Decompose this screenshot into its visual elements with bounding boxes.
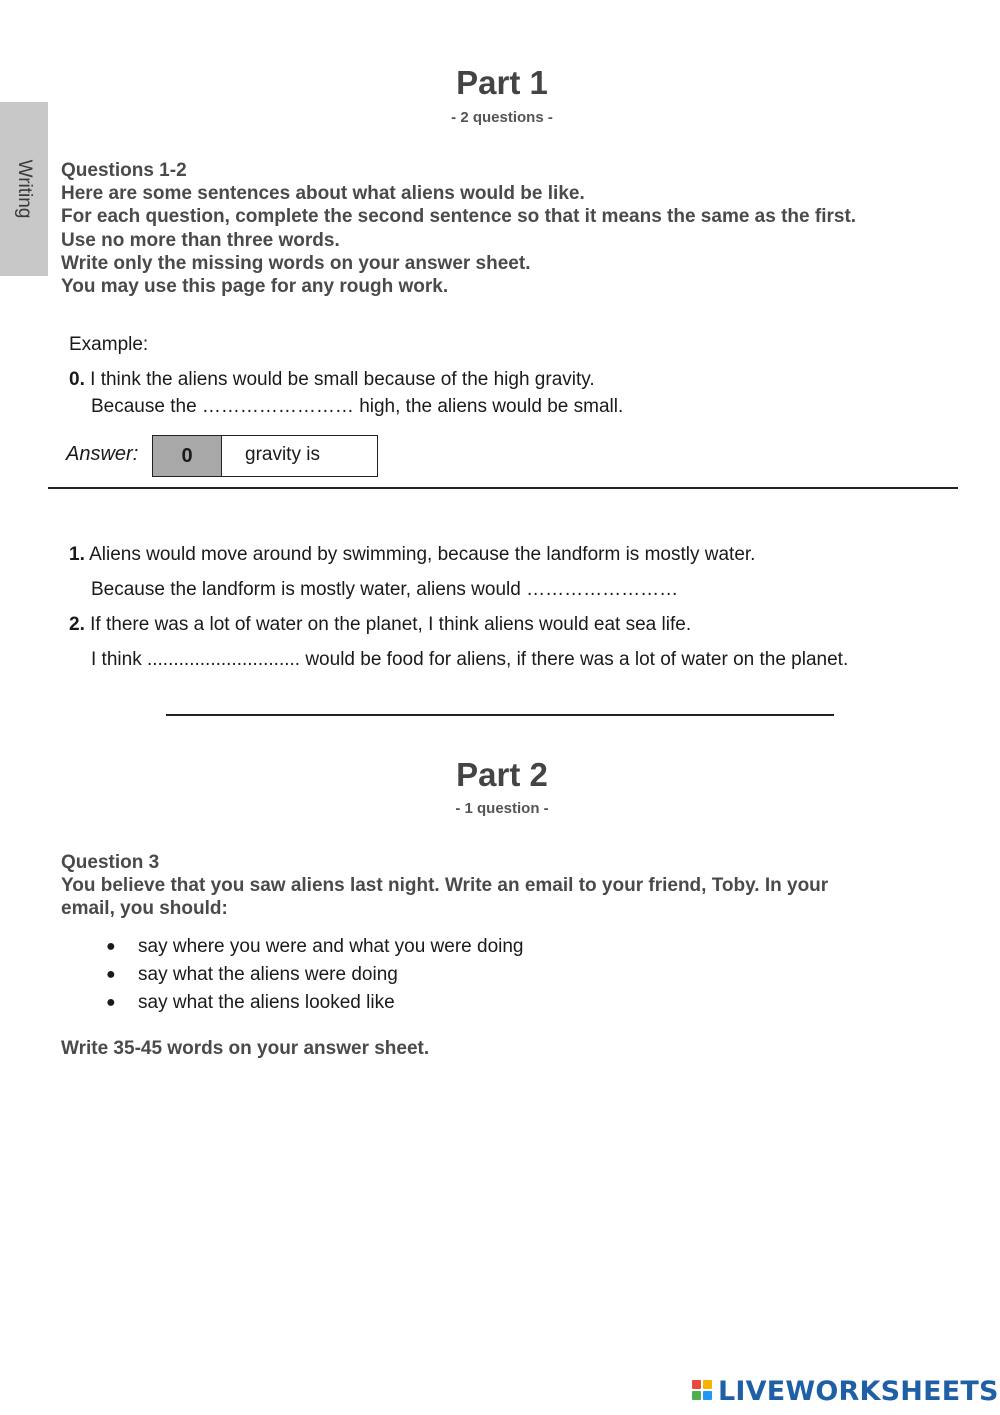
list-item — [106, 989, 524, 1017]
example-rewrite: Because the …………………… high, the aliens would be small. — [91, 396, 624, 417]
question-2-sentence: If there was a lot of water on the planet, I think aliens would eat sea life. — [90, 614, 692, 635]
part1-instructions — [61, 159, 856, 298]
instruction-line: Use no more than three words. — [61, 229, 340, 251]
question-1-number: 1. — [69, 544, 85, 565]
bullet-icon: ● — [106, 938, 116, 955]
part2-subtitle: - 1 question - — [455, 800, 549, 817]
question-2-rewrite: I think ............................. would be food for aliens, if there was a lot of water on the planet. — [91, 649, 849, 670]
part2-instructions — [61, 851, 828, 921]
part2-title: Part 2 — [456, 756, 548, 793]
part1-title: Part 1 — [456, 64, 548, 101]
question-2-number: 2. — [69, 614, 85, 635]
bullet-icon: ● — [106, 966, 116, 983]
example-answer-box — [152, 435, 378, 477]
example-label: Example: — [69, 334, 149, 355]
bullet-icon: ● — [106, 994, 116, 1011]
example-sentence-text: I think the aliens would be small because of the high gravity. — [90, 369, 595, 390]
side-tab-label: Writing — [14, 159, 35, 219]
instruction-line: Here are some sentences about what aliens would be like. — [61, 183, 585, 205]
example-divider — [48, 487, 958, 489]
list-item — [106, 961, 524, 989]
question-2 — [69, 614, 691, 636]
answer-label: Answer: — [66, 443, 139, 465]
answer-number-cell: 0 — [153, 436, 222, 476]
part1-subtitle: - 2 questions - — [451, 109, 553, 126]
list-item-text: say where you were and what you were doing — [138, 936, 524, 957]
question-3-heading: Question 3 — [61, 852, 160, 873]
list-item-text: say what the aliens were doing — [138, 964, 398, 985]
question-3-prompt: email, you should: — [61, 898, 228, 920]
instruction-heading: Questions 1-2 — [61, 160, 187, 181]
logo-icon — [692, 1380, 714, 1402]
word-count-instruction: Write 35-45 words on your answer sheet. — [61, 1038, 430, 1059]
question-1-rewrite: Because the landform is mostly water, aliens would …………………… — [91, 579, 679, 600]
list-item — [106, 933, 524, 961]
instruction-line: For each question, complete the second sentence so that it means the same as the first. — [61, 206, 857, 228]
liveworksheets-logo — [692, 1375, 999, 1407]
side-tab — [0, 102, 48, 276]
logo-text: LIVEWORKSHEETS — [718, 1375, 999, 1407]
instruction-line: You may use this page for any rough work. — [61, 276, 449, 298]
question-1 — [69, 544, 755, 566]
example-sentence — [69, 369, 595, 391]
email-requirements-list — [106, 933, 524, 1017]
example-number: 0. — [69, 369, 85, 390]
answer-text-cell: gravity is — [245, 443, 320, 465]
question-1-sentence: Aliens would move around by swimming, because the landform is mostly water. — [89, 544, 756, 565]
instruction-line: Write only the missing words on your answer sheet. — [61, 252, 531, 274]
list-item-text: say what the aliens looked like — [138, 992, 395, 1013]
section-divider — [166, 714, 834, 716]
question-3-prompt: You believe that you saw aliens last night. Write an email to your friend, Toby. In your — [61, 875, 829, 897]
